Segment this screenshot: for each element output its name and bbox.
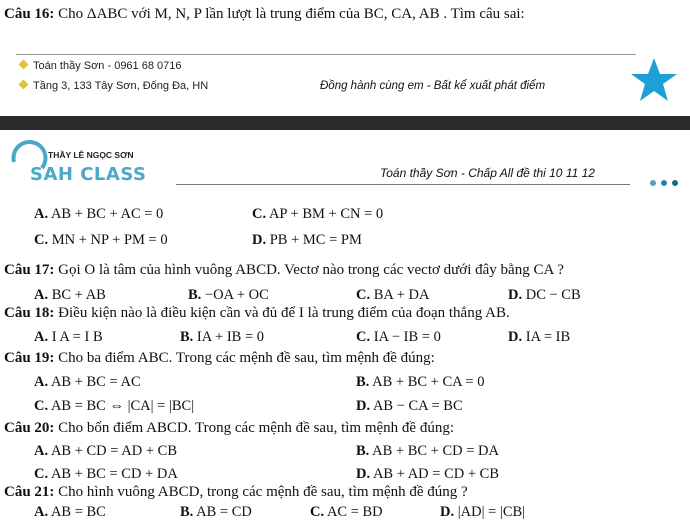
q20-option-c[interactable]: C. AB + BC = CD + DA [34,466,178,482]
q21-option-a[interactable]: A. AB = BC [34,504,106,520]
q17-option-d[interactable]: D. DC − CB [508,287,581,303]
q17-option-b[interactable]: B. −OA + OC [188,287,269,303]
bullet-icon [19,80,29,90]
star-icon [628,56,680,106]
q20-option-a[interactable]: A. AB + CD = AD + CB [34,443,177,459]
dot-icon [661,180,667,186]
q17-option-a[interactable]: A. BC + AB [34,287,106,303]
q18-option-d[interactable]: D. IA = IB [508,329,571,345]
q16-option-c[interactable]: C. MN + NP + PM = 0 [34,232,168,248]
banner-slogan: Đồng hành cùng em - Bất kể xuất phát điểm [320,80,546,92]
question-19: Câu 19: Cho ba điểm ABC. Trong các mệnh đề sau, tìm mệnh đề đúng: [4,350,435,366]
q18-option-b[interactable]: B. IA + IB = 0 [180,329,265,345]
question-21: Câu 21: Cho hình vuông ABCD, trong các mệnh đề sau, tìm mệnh đề đúng ? [4,484,468,500]
q16-option-b[interactable]: C. AP + BM + CN = 0 [252,206,384,222]
logo-main: SAH CLASS [30,164,147,185]
banner-phone: Toán thầy Sơn - 0961 68 0716 [20,60,182,72]
question-18: Câu 18: Điều kiện nào là điều kiện cần và đủ để I là trung điểm của đoạn thẳng AB. [4,305,510,321]
q20-option-b[interactable]: B. AB + BC + CD = DA [356,443,499,459]
q21-option-b[interactable]: B. AB = CD [180,504,252,520]
logo-top: THẦY LÊ NGỌC SƠN [48,150,134,160]
question-16 [4,6,525,23]
q20-option-d[interactable]: D. AB + AD = CD + CB [356,466,499,482]
bullet-icon [19,60,29,70]
question-text: Cho ΔABC với M, N, P lần lượt là trung điểm của BC, CA, AB . Tìm câu sai: [58,6,525,22]
q17-option-c[interactable]: C. BA + DA [356,287,430,303]
q19-option-c[interactable]: C. AB = BC ⇔ |CA| = |BC| [34,398,195,414]
question-17: Câu 17: Gọi O là tâm của hình vuông ABCD. Vectơ nào trong các vectơ dưới đây bằng CA ? [4,262,564,278]
q19-option-b[interactable]: B. AB + BC + CA = 0 [356,374,485,390]
q18-option-c[interactable]: C. IA − IB = 0 [356,329,441,345]
q18-option-a[interactable]: A. I A = I B [34,329,103,345]
q21-option-d[interactable]: D. |AD| = |CB| [440,504,526,520]
series-rule [176,184,630,185]
q19-option-a[interactable]: A. AB + BC = AC [34,374,141,390]
q21-option-c[interactable]: C. AC = BD [310,504,383,520]
dot-icon [672,180,678,186]
q16-option-a[interactable]: A. AB + BC + AC = 0 [34,206,164,222]
q19-option-d[interactable]: D. AB − CA = BC [356,398,463,414]
series-title: Toán thầy Sơn - Chấp All đề thi 10 11 12 [380,166,595,180]
banner-rule [16,54,636,55]
dot-icon [650,180,656,186]
q16-option-d[interactable]: D. PB + MC = PM [252,232,362,248]
header-band [0,116,690,130]
question-label: Câu 16: [4,6,55,22]
banner-address: Tầng 3, 133 Tây Sơn, Đống Đa, HN [20,80,208,92]
question-20: Câu 20: Cho bốn điểm ABCD. Trong các mệnh đề sau, tìm mệnh đề đúng: [4,420,454,436]
